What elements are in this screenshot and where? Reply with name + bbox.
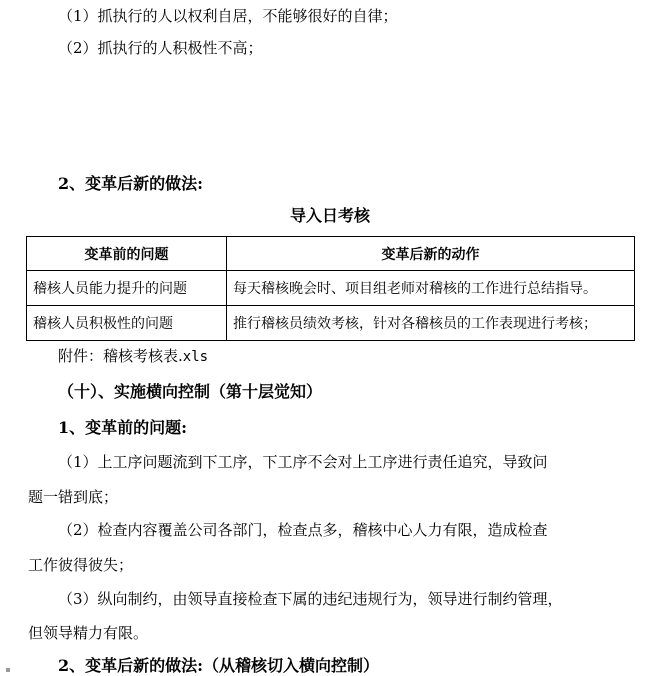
table-row	[27, 306, 635, 341]
problem-3-line-1: （3）纵向制约，由领导直接检查下属的违纪违规行为，领导进行制约管理，	[58, 590, 563, 608]
attachment-extension: xls	[182, 349, 209, 365]
table-header-cell: 变革前的问题	[27, 237, 227, 271]
problem-2-line-2: 工作彼得彼失；	[28, 556, 134, 574]
table-cell: 稽核人员能力提升的问题	[27, 271, 227, 306]
table-cell: 每天稽核晚会时、项目组老师对稽核的工作进行总结指导。	[227, 271, 635, 306]
table-row	[27, 271, 635, 306]
heading-problems: 1、变革前的问题:	[58, 418, 188, 437]
assessment-table	[26, 236, 635, 341]
attachment-line	[58, 346, 208, 367]
section-title: （十）、实施横向控制（第十层觉知）	[58, 382, 323, 401]
table-header-cell: 变革后新的动作	[227, 237, 635, 271]
table-header-row	[27, 237, 635, 271]
paragraph-item-1: （1）抓执行的人以权利自居，不能够很好的自律；	[58, 7, 398, 25]
problem-3-line-2: 但领导精力有限。	[28, 624, 149, 642]
paragraph-item-2: （2）抓执行的人积极性不高；	[58, 39, 263, 57]
attachment-label: 附件：稽核考核表.	[58, 347, 183, 365]
problem-1-line-1: （1）上工序问题流到下工序，下工序不会对上工序进行责任追究，导致问	[58, 453, 548, 471]
table-cell: 推行稽核员绩效考核，针对各稽核员的工作表现进行考核；	[227, 306, 635, 341]
heading-new-method: 2、变革后新的做法:	[58, 174, 204, 193]
heading-new-method-cross-control: 2、变革后新的做法:（从稽核切入横向控制）	[58, 656, 380, 675]
table-cell: 稽核人员积极性的问题	[27, 306, 227, 341]
problem-1-line-2: 题一错到底；	[28, 488, 119, 506]
table-caption: 导入日考核	[289, 206, 370, 225]
page-corner-mark	[6, 668, 10, 672]
problem-2-line-1: （2）检查内容覆盖公司各部门，检查点多，稽核中心人力有限，造成检查	[58, 521, 548, 539]
